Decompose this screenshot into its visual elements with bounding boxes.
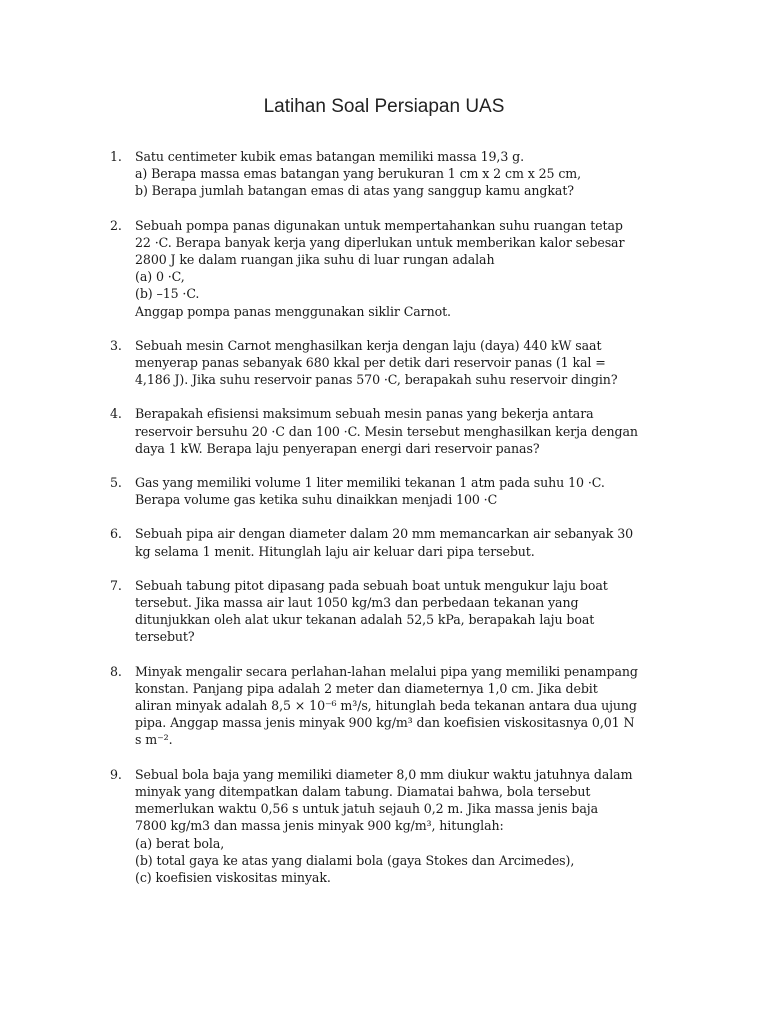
question-line: Minyak mengalir secara perlahan-lahan melalui pipa yang memiliki penampang <box>135 663 638 679</box>
question-line: s m⁻². <box>135 732 173 748</box>
question-text <box>135 766 690 886</box>
question-2 <box>110 217 690 320</box>
question-line: Satu centimeter kubik emas batangan memiliki massa 19,3 g. <box>135 149 524 164</box>
question-line: kg selama 1 menit. Hitunglah laju air keluar dari pipa tersebut. <box>135 543 535 559</box>
question-line: 4,186 J). Jika suhu reservoir panas 570 ·C, berapakah suhu reservoir dingin? <box>135 372 618 388</box>
question-line: memerlukan waktu 0,56 s untuk jatuh sejauh 0,2 m. Jika massa jenis baja <box>135 801 599 817</box>
question-number: 7. <box>110 577 122 593</box>
question-3 <box>110 337 690 389</box>
question-line: menyerap panas sebanyak 680 kkal per detik dari reservoir panas (1 kal = <box>135 355 606 371</box>
question-text <box>135 474 690 508</box>
question-text <box>135 577 690 646</box>
question-5 <box>110 474 690 508</box>
question-line: 7800 kg/m3 dan massa jenis minyak 900 kg/m³, hitunglah: <box>135 818 504 834</box>
question-1 <box>110 148 690 200</box>
question-8 <box>110 663 690 749</box>
question-number: 6. <box>110 526 122 542</box>
question-number: 2. <box>110 217 122 233</box>
question-line: (b) –15 ·C. <box>135 286 200 302</box>
question-list <box>110 148 690 903</box>
question-line: (c) koefisien viskositas minyak. <box>135 869 331 885</box>
question-line: konstan. Panjang pipa adalah 2 meter dan diameternya 1,0 cm. Jika debit <box>135 680 598 696</box>
question-text <box>135 148 690 200</box>
question-line: 2800 J ke dalam ruangan jika suhu di luar rungan adalah <box>135 252 495 268</box>
question-text <box>135 217 690 320</box>
question-text <box>135 525 690 559</box>
question-line: a) Berapa massa emas batangan yang berukuran 1 cm x 2 cm x 25 cm, <box>135 166 582 182</box>
question-line: daya 1 kW. Berapa laju penyerapan energi dari reservoir panas? <box>135 440 540 456</box>
question-line: minyak yang ditempatkan dalam tabung. Diamatai bahwa, bola tersebut <box>135 783 591 799</box>
question-line: Gas yang memiliki volume 1 liter memiliki tekanan 1 atm pada suhu 10 ·C. <box>135 475 605 491</box>
question-line: Berapa volume gas ketika suhu dinaikkan menjadi 100 ·C <box>135 492 498 508</box>
question-line: Sebual bola baja yang memiliki diameter 8,0 mm diukur waktu jatuhnya dalam <box>135 766 633 782</box>
question-line: Sebuah pipa air dengan diameter dalam 20 mm memancarkan air sebanyak 30 <box>135 526 634 542</box>
question-number: 1. <box>110 149 122 164</box>
question-line: tersebut? <box>135 629 195 645</box>
question-line: ditunjukkan oleh alat ukur tekanan adalah 52,5 kPa, berapakah laju boat <box>135 612 595 628</box>
question-4 <box>110 405 690 457</box>
question-line: tersebut. Jika massa air laut 1050 kg/m3 dan perbedaan tekanan yang <box>135 595 579 611</box>
question-text <box>135 663 690 749</box>
question-line: pipa. Anggap massa jenis minyak 900 kg/m³ dan koefisien viskositasnya 0,01 N <box>135 715 635 731</box>
question-line: Sebuah pompa panas digunakan untuk mempertahankan suhu ruangan tetap <box>135 217 623 233</box>
question-line: Anggap pompa panas menggunakan siklir Carnot. <box>135 303 451 319</box>
question-9 <box>110 766 690 886</box>
document-title: Latihan Soal Persiapan UAS <box>263 96 505 117</box>
question-number: 4. <box>110 406 122 422</box>
question-line: aliran minyak adalah 8,5 × 10⁻⁶ m³/s, hitunglah beda tekanan antara dua ujung <box>135 698 637 714</box>
question-line: reservoir bersuhu 20 ·C dan 100 ·C. Mesin tersebut menghasilkan kerja dengan <box>135 423 638 439</box>
question-number: 3. <box>110 337 122 353</box>
question-line: Berapakah efisiensi maksimum sebuah mesin panas yang bekerja antara <box>135 406 594 422</box>
question-number: 5. <box>110 475 122 491</box>
question-text <box>135 337 690 389</box>
question-line: (a) berat bola, <box>135 835 225 851</box>
question-7 <box>110 577 690 646</box>
question-line: Sebuah mesin Carnot menghasilkan kerja dengan laju (daya) 440 kW saat <box>135 337 602 353</box>
question-line: (a) 0 ·C, <box>135 269 185 285</box>
question-text <box>135 405 690 457</box>
question-line: (b) total gaya ke atas yang dialami bola (gaya Stokes dan Arcimedes), <box>135 852 575 868</box>
question-line: b) Berapa jumlah batangan emas di atas yang sanggup kamu angkat? <box>135 183 574 199</box>
question-number: 9. <box>110 766 122 782</box>
question-number: 8. <box>110 663 122 679</box>
question-line: Sebuah tabung pitot dipasang pada sebuah boat untuk mengukur laju boat <box>135 577 608 593</box>
question-6 <box>110 525 690 559</box>
question-line: 22 ·C. Berapa banyak kerja yang diperlukan untuk memberikan kalor sebesar <box>135 234 625 250</box>
